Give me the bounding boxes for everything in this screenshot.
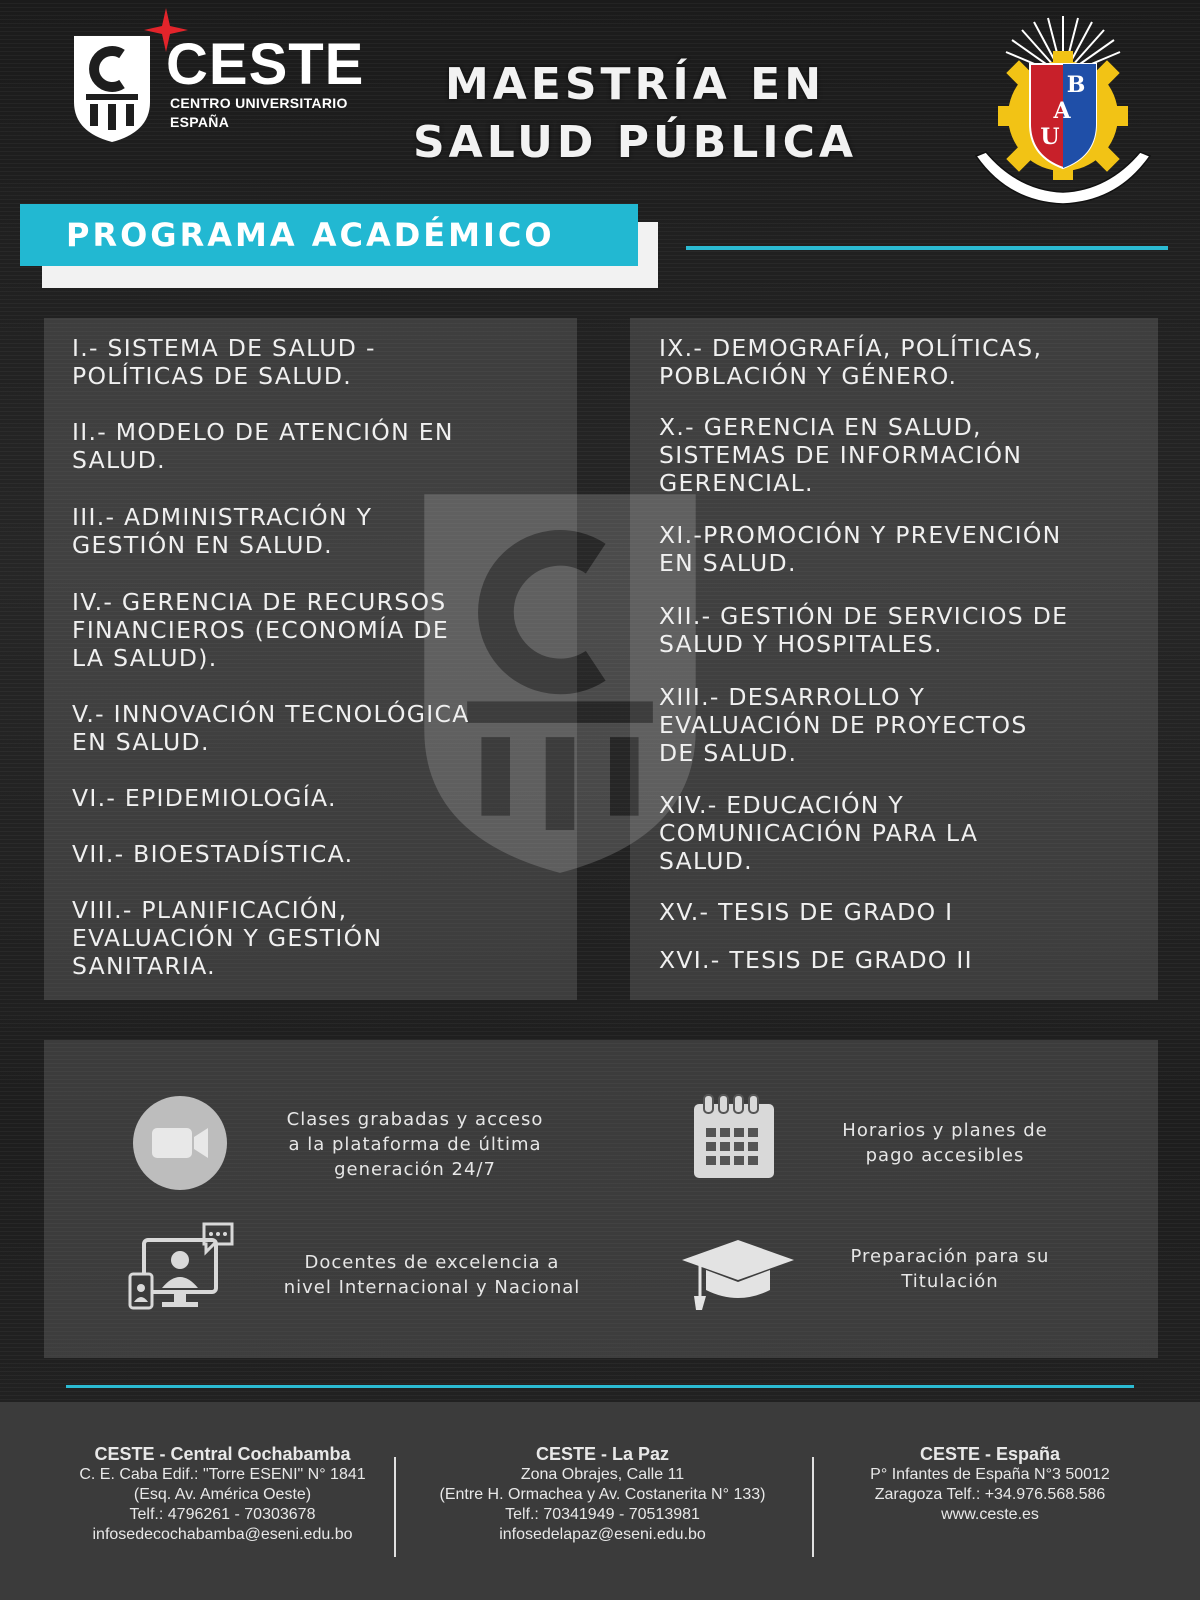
footer-espana-website[interactable]: www.ceste.es	[941, 1506, 1039, 1523]
course-item-5: V.- INNOVACIÓN TECNOLÓGICA EN SALUD.	[72, 700, 470, 756]
course-item-8: VIII.- PLANIFICACIÓN, EVALUACIÓN Y GESTIÓN SANITARIA.	[72, 896, 383, 980]
footer-lapaz-address: Zona Obrajes, Calle 11	[520, 1466, 685, 1483]
video-camera-icon	[132, 1095, 228, 1191]
section-divider-line	[66, 1385, 1134, 1388]
course-item-9: IX.- DEMOGRAFÍA, POLÍTICAS, POBLACIÓN Y GÉNERO.	[659, 334, 1043, 390]
footer-divider-2	[812, 1457, 814, 1557]
footer-divider-1	[394, 1457, 396, 1557]
seal-letter-b: B	[1066, 72, 1086, 98]
feature-text-schedules: Horarios y planes de pago accesibles	[842, 1120, 1048, 1166]
footer-espana-address: P° Infantes de España N°3 50012	[870, 1466, 1110, 1483]
seal-letter-a: A	[1053, 98, 1071, 124]
calendar-icon	[692, 1094, 776, 1180]
footer-lapaz	[410, 1443, 795, 1545]
course-item-13: XIII.- DESARROLLO Y EVALUACIÓN DE PROYECTOS DE SALUD.	[659, 683, 1028, 767]
footer-espana	[830, 1443, 1150, 1525]
seal-letter-u: U	[1040, 124, 1060, 150]
heading-divider-line	[686, 246, 1168, 250]
graduation-cap-icon	[680, 1236, 796, 1312]
feature-text-graduation: Preparación para su Titulación	[850, 1246, 1050, 1292]
ceste-logo	[70, 8, 370, 148]
footer-cochabamba-heading: CESTE - Central Cochabamba	[94, 1444, 351, 1464]
feature-text-teachers: Docentes de excelencia a nivel Internacional y Nacional	[283, 1252, 581, 1298]
university-seal-icon	[968, 6, 1158, 206]
footer-espana-heading: CESTE - España	[919, 1444, 1061, 1464]
course-item-11: XI.-PROMOCIÓN Y PREVENCIÓN EN SALUD.	[659, 521, 1062, 577]
logo-subtitle-line2: ESPAÑA	[170, 114, 230, 130]
title-line-1: MAESTRÍA EN	[444, 59, 826, 110]
course-item-1: I.- SISTEMA DE SALUD - POLÍTICAS DE SALUD.	[72, 334, 376, 390]
course-item-14: XIV.- EDUCACIÓN Y COMUNICACIÓN PARA LA SALUD.	[659, 791, 979, 875]
online-teacher-icon	[128, 1222, 234, 1312]
footer-cochabamba	[50, 1443, 395, 1545]
feature-text-recorded-classes: Clases grabadas y acceso a la plataforma de última generación 24/7	[286, 1109, 544, 1180]
course-item-2: II.- MODELO DE ATENCIÓN EN SALUD.	[72, 418, 454, 474]
course-item-12: XII.- GESTIÓN DE SERVICIOS DE SALUD Y HOSPITALES.	[659, 602, 1069, 658]
footer-cochabamba-phone: Telf.: 4796261 - 70303678	[129, 1506, 316, 1523]
footer-lapaz-address2: (Entre H. Ormachea y Av. Costanerita N° 133)	[439, 1486, 766, 1503]
footer-lapaz-heading: CESTE - La Paz	[535, 1444, 670, 1464]
course-item-16: XVI.- TESIS DE GRADO II	[659, 946, 973, 974]
logo-wordmark: CESTE	[166, 32, 365, 97]
course-item-3: III.- ADMINISTRACIÓN Y GESTIÓN EN SALUD.	[72, 503, 373, 559]
course-item-7: VII.- BIOESTADÍSTICA.	[72, 840, 354, 868]
course-item-4: IV.- GERENCIA DE RECURSOS FINANCIEROS (ECONOMÍA DE LA SALUD).	[72, 588, 449, 672]
course-item-10: X.- GERENCIA EN SALUD, SISTEMAS DE INFORMACIÓN GERENCIAL.	[659, 413, 1023, 497]
footer-cochabamba-address: C. E. Caba Edif.: "Torre ESENI" N° 1841	[79, 1466, 366, 1483]
footer-espana-phone: Zaragoza Telf.: +34.976.568.586	[874, 1486, 1106, 1503]
course-item-6: VI.- EPIDEMIOLOGÍA.	[72, 784, 337, 812]
page-title	[400, 56, 870, 172]
footer-cochabamba-email[interactable]: infosedecochabamba@eseni.edu.bo	[92, 1526, 353, 1543]
footer-cochabamba-address2: (Esq. Av. América Oeste)	[133, 1486, 312, 1503]
footer-lapaz-email[interactable]: infosedelapaz@eseni.edu.bo	[499, 1526, 706, 1543]
program-heading: PROGRAMA ACADÉMICO	[66, 216, 555, 254]
title-line-2: SALUD PÚBLICA	[412, 117, 858, 168]
logo-subtitle-line1: CENTRO UNIVERSITARIO	[170, 95, 348, 111]
footer-lapaz-phone: Telf.: 70341949 - 70513981	[505, 1506, 700, 1523]
course-item-15: XV.- TESIS DE GRADO I	[659, 898, 954, 926]
ceste-shield-icon	[70, 32, 154, 144]
